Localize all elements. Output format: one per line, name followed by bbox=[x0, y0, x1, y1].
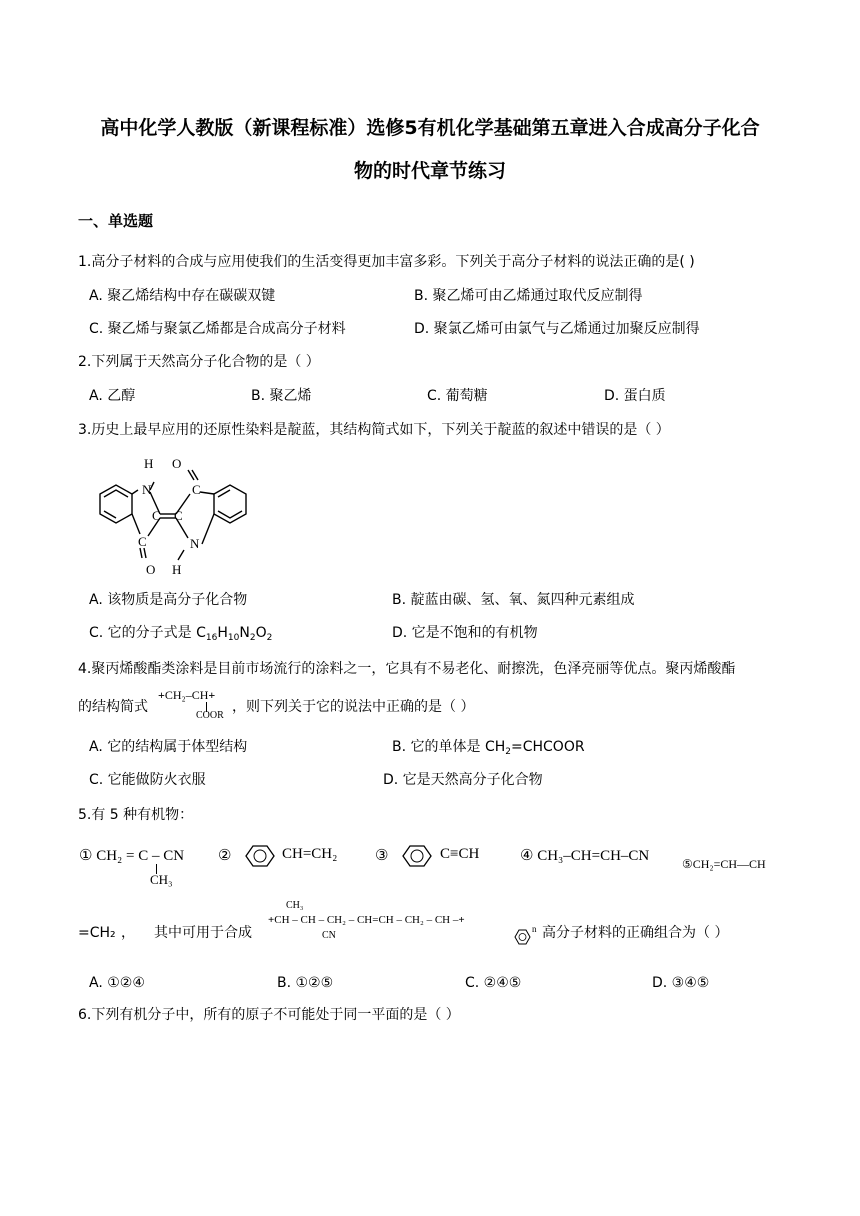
molecule-3-number: ③ bbox=[375, 848, 389, 864]
question-6-stem: 6.下列有机分子中，所有的原子不可能处于同一平面的是（ ） bbox=[78, 1007, 460, 1023]
indigo-h-bottom: H bbox=[172, 562, 182, 577]
indigo-c-bottom: C bbox=[138, 534, 147, 549]
question-5-stem: 5.有 5 种有机物： bbox=[78, 807, 194, 823]
question-2-option-c: C. 葡萄糖 bbox=[427, 388, 488, 404]
question-1-option-c: C. 聚乙烯与聚氯乙烯都是合成高分子材料 bbox=[89, 321, 346, 337]
polymer-benzene-icon bbox=[512, 928, 532, 946]
question-1-option-d: D. 聚氯乙烯可由氯气与乙烯通过加聚反应制得 bbox=[414, 321, 700, 337]
polyacrylate-ester: COOR bbox=[196, 710, 224, 721]
polymer-main-chain: +CH – CH – CH₂ – CH=CH – CH₂ – CH –+ bbox=[268, 914, 465, 926]
polyacrylate-structure bbox=[158, 686, 230, 726]
question-5-option-d: D. ③④⑤ bbox=[652, 975, 710, 991]
question-1-option-b: B. 聚乙烯可由乙烯通过取代反应制得 bbox=[414, 288, 643, 304]
polyacrylate-main: +CH₂–CH+ bbox=[158, 688, 216, 702]
polymer-methyl: CH₃ bbox=[286, 900, 304, 911]
indigo-c-top: C bbox=[192, 482, 201, 497]
question-4-option-d: D. 它是天然高分子化合物 bbox=[383, 772, 543, 788]
question-2-stem: 2.下列属于天然高分子化合物的是（ ） bbox=[78, 354, 320, 370]
molecule-1: ① CH₂ = C – CN bbox=[79, 848, 185, 864]
title-line-1: 高中化学人教版（新课程标准）选修5有机化学基础第五章进入合成高分子化合 bbox=[100, 117, 760, 139]
question-5-option-b: B. ①②⑤ bbox=[277, 975, 334, 991]
question-4-stem-line-2-a: 的结构简式 bbox=[78, 699, 148, 715]
question-5-line-2-b: ， bbox=[121, 925, 135, 941]
indigo-c-right: C bbox=[174, 508, 183, 523]
section-heading: 一、单选题 bbox=[78, 212, 154, 230]
indigo-n-top: N bbox=[142, 482, 152, 497]
question-4-option-c: C. 它能做防火衣服 bbox=[89, 772, 206, 788]
molecule-2-vinyl: CH=CH₂ bbox=[282, 846, 338, 862]
molecule-3-ethynyl: C≡CH bbox=[440, 846, 480, 862]
molecule-2-benzene-icon bbox=[240, 843, 280, 869]
question-5-line-2-c: 其中可用于合成 bbox=[154, 925, 252, 941]
indigo-o-top: O bbox=[172, 456, 182, 471]
document-title bbox=[60, 107, 800, 193]
question-3-option-a: A. 该物质是高分子化合物 bbox=[89, 592, 248, 608]
indigo-structure bbox=[78, 452, 248, 580]
question-2-option-d: D. 蛋白质 bbox=[604, 388, 666, 404]
question-2-option-b: B. 聚乙烯 bbox=[251, 388, 312, 404]
molecule-5-start: ⑤CH₂=CH—CH bbox=[682, 857, 766, 871]
question-5-option-a: A. ①②④ bbox=[89, 975, 145, 991]
question-3-option-b: B. 靛蓝由碳、氢、氧、氮四种元素组成 bbox=[392, 592, 635, 608]
polymer-cyano: CN bbox=[322, 930, 336, 941]
molecule-3-benzene-icon bbox=[397, 843, 437, 869]
indigo-c-left: C bbox=[152, 508, 161, 523]
molecule-1-methyl: CH₃ bbox=[150, 872, 173, 887]
question-4-stem-line-2-b: ，则下列关于它的说法中正确的是（ ） bbox=[232, 699, 475, 715]
question-4-stem-line-1: 4.聚丙烯酸酯类涂料是目前市场流行的涂料之一，它具有不易老化、耐擦洗，色泽亮丽等优点。聚丙烯酸酯 bbox=[78, 661, 736, 677]
question-4-option-b: B. 它的单体是 $CH_2=CHCOOR$ bbox=[392, 739, 585, 757]
question-1-option-a: A. 聚乙烯结构中存在碳碳双键 bbox=[89, 288, 276, 304]
question-5-line-2-d: 高分子材料的正确组合为（ ） bbox=[542, 925, 729, 941]
indigo-h-top: H bbox=[144, 456, 154, 471]
target-polymer-structure bbox=[266, 900, 542, 950]
question-2-option-a: A. 乙醇 bbox=[89, 388, 136, 404]
question-5-option-c: C. ②④⑤ bbox=[465, 975, 522, 991]
question-5-line-2-a: =CH₂ bbox=[78, 925, 116, 941]
polymer-n: n bbox=[532, 924, 537, 934]
question-4-option-a: A. 它的结构属于体型结构 bbox=[89, 739, 248, 755]
title-line-2: 物的时代章节练习 bbox=[353, 160, 506, 182]
indigo-n-bottom: N bbox=[190, 536, 200, 551]
indigo-o-bottom: O bbox=[146, 562, 156, 577]
question-3-option-d: D. 它是不饱和的有机物 bbox=[392, 625, 538, 641]
question-1-stem: 1.高分子材料的合成与应用使我们的生活变得更加丰富多彩。下列关于高分子材料的说法正确的是( ) bbox=[78, 254, 695, 270]
question-3-stem: 3.历史上最早应用的还原性染料是靛蓝，其结构简式如下，下列关于靛蓝的叙述中错误的是（ ） bbox=[78, 422, 670, 438]
molecule-2-number: ② bbox=[218, 848, 232, 864]
question-3-option-c: C. 它的分子式是 $C_{16}H_{10}N_2O_2$ bbox=[89, 625, 273, 643]
molecule-4: ④ CH₃–CH=CH–CN bbox=[520, 848, 650, 864]
